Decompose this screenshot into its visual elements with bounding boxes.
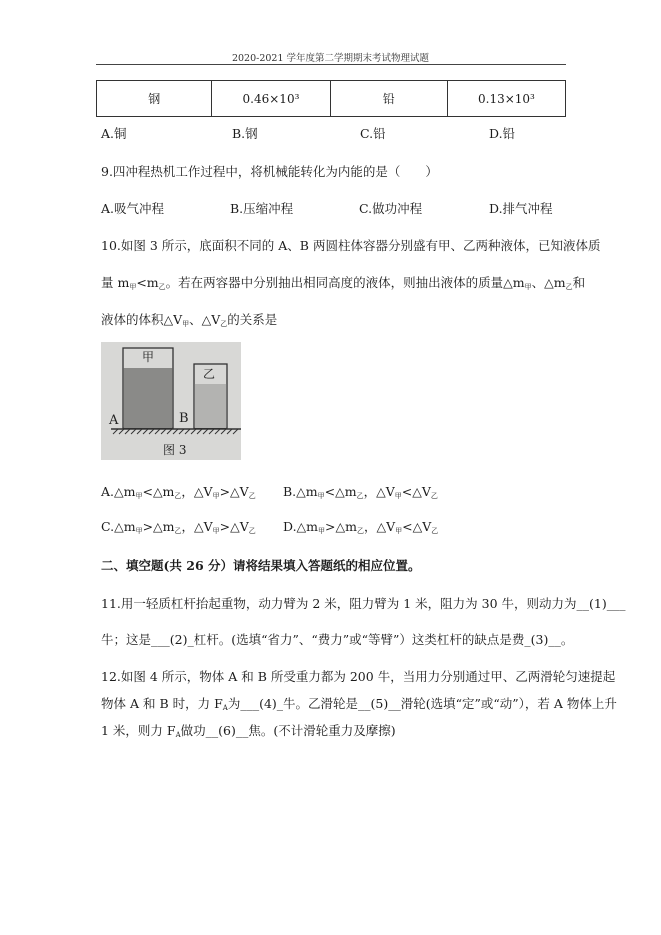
header-divider	[96, 64, 566, 65]
q10-sub: 乙	[220, 320, 228, 328]
q10-text: 、△m	[531, 275, 566, 290]
q10-sub: 甲	[182, 320, 190, 328]
q9-option-c: C.做功冲程	[359, 201, 423, 216]
q11-line2: 牛；这是___(2)_杠杆。(选填“省力”、“费力”或“等臂”）这类杠杆的缺点是费_(3)__。	[101, 632, 574, 647]
opt-text: C.△m	[101, 519, 136, 534]
opt-text: <△m	[142, 484, 175, 499]
q10-option-b	[283, 482, 438, 501]
figure-3-drawing	[101, 342, 241, 460]
q10-option-d	[283, 517, 438, 536]
q10-sub: 甲	[524, 283, 532, 291]
opt-sub: 乙	[430, 492, 438, 500]
opt-sub: 乙	[356, 492, 364, 500]
q10-text: 量 m	[101, 275, 130, 290]
q12-line2	[101, 694, 617, 712]
q11-line1: 11.用一轻质杠杆抬起重物，动力臂为 2 米，阻力臂为 1 米，阻力为 30 牛，则动力为__(1)___	[101, 596, 626, 611]
opt-text: <△m	[324, 484, 357, 499]
q10-stem-line3	[101, 310, 277, 329]
opt-text: >△m	[142, 519, 175, 534]
label-a: A	[109, 413, 119, 428]
table-row	[97, 81, 566, 117]
table-cell: 0.46×10³	[212, 81, 330, 117]
q10-text: 、△V	[189, 312, 221, 327]
opt-sub: 乙	[174, 527, 182, 535]
q12-line1: 12.如图 4 所示，物体 A 和 B 所受重力都为 200 牛，当用力分别通过甲、乙两滑轮匀速提起	[101, 669, 616, 684]
q12-text: 做功__(6)__焦。(不计滑轮重力及摩擦)	[180, 723, 396, 738]
opt-sub: 甲	[317, 492, 325, 500]
opt-text: >△V	[219, 484, 249, 499]
q8-option-c: C.铅	[360, 126, 386, 141]
opt-text: >△m	[325, 519, 357, 534]
opt-sub: 甲	[135, 527, 143, 535]
q12-sub: A	[175, 731, 181, 739]
q12-line3	[101, 721, 396, 739]
specific-heat-table	[96, 80, 566, 117]
opt-sub: 甲	[318, 527, 326, 535]
q8-option-b: B.钢	[232, 126, 258, 141]
opt-sub: 甲	[394, 492, 402, 500]
q10-option-a	[101, 482, 256, 501]
opt-sub: 甲	[135, 492, 143, 500]
q12-text: 物体 A 和 B 时，力 F	[101, 696, 223, 711]
q10-text: 液体的体积△V	[101, 312, 183, 327]
opt-text: ，△V	[363, 519, 396, 534]
q9-option-b: B.压缩冲程	[230, 201, 294, 216]
q10-text: 。若在两容器中分别抽出相同高度的液体，则抽出液体的质量△m	[165, 275, 525, 290]
opt-sub: 甲	[212, 527, 220, 535]
q12-text: 为___(4)_牛。乙滑轮是__(5)__滑轮(选填“定”或“动”），若 A 物体上升	[227, 696, 617, 711]
opt-sub: 乙	[248, 527, 256, 535]
opt-sub: 乙	[248, 492, 256, 500]
opt-sub: 乙	[174, 492, 182, 500]
figure-3	[101, 342, 241, 460]
q10-text: <m	[136, 275, 159, 290]
opt-text: <△V	[401, 484, 431, 499]
q9-stem: 9.四冲程热机工作过程中，将机械能转化为内能的是（ ）	[101, 164, 438, 179]
page-header-title: 2020-2021 学年度第二学期期末考试物理试题	[231, 53, 430, 64]
liquid-jia	[124, 368, 173, 428]
q10-text: 的关系是	[227, 312, 278, 327]
q12-text: 1 米，则力 F	[101, 723, 176, 738]
q9-option-a: A.吸气冲程	[101, 201, 165, 216]
q10-stem-line1: 10.如图 3 所示，底面积不同的 A、B 两圆柱体容器分别盛有甲、乙两种液体，已知液体质	[101, 238, 601, 253]
opt-text: ，△V	[181, 484, 213, 499]
table-cell: 铅	[330, 81, 447, 117]
section-2-heading: 二、填空题(共 26 分）请将结果填入答题纸的相应位置。	[101, 558, 421, 573]
opt-text: >△V	[219, 519, 249, 534]
q10-sub: 乙	[158, 283, 166, 291]
q10-sub: 乙	[565, 283, 573, 291]
opt-text: <△V	[402, 519, 432, 534]
opt-text: A.△m	[101, 484, 136, 499]
opt-text: ，△V	[181, 519, 213, 534]
q10-text: 和	[572, 275, 586, 290]
opt-sub: 乙	[431, 527, 439, 535]
opt-sub: 甲	[395, 527, 403, 535]
table-cell: 0.13×10³	[447, 81, 565, 117]
q10-sub: 甲	[129, 283, 137, 291]
q10-option-c	[101, 517, 256, 536]
label-b: B	[179, 411, 189, 426]
q12-sub: A	[222, 704, 228, 712]
q9-option-d: D.排气冲程	[489, 201, 553, 216]
table-cell: 钢	[97, 81, 212, 117]
opt-sub: 甲	[212, 492, 220, 500]
label-jia: 甲	[142, 350, 155, 364]
figure-caption: 图 3	[163, 443, 187, 457]
label-yi: 乙	[203, 367, 216, 381]
opt-text: D.△m	[283, 519, 319, 534]
q10-stem-line2	[101, 273, 585, 292]
opt-sub: 乙	[356, 527, 364, 535]
opt-text: B.△m	[283, 484, 318, 499]
q8-option-d: D.铅	[489, 126, 516, 141]
opt-text: ，△V	[363, 484, 395, 499]
liquid-yi	[195, 384, 227, 428]
q8-option-a: A.铜	[101, 126, 127, 141]
